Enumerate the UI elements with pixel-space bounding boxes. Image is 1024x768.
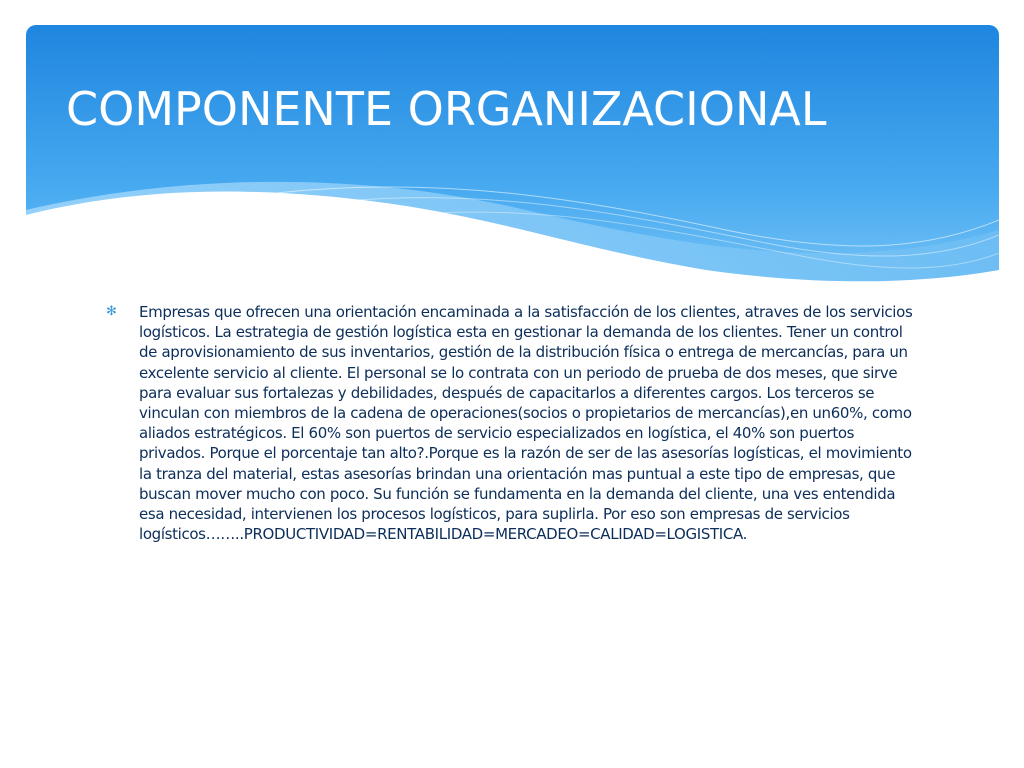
asterisk-bullet-icon: ✻ [106,304,117,319]
bullet-text: Empresas que ofrecen una orientación encaminada a la satisfacción de los clientes, atraves de los servicios logísticos. La estrategia de gestión logística esta en gestionar la demanda de los clientes. Tener un control de aprovisionamiento de sus inventarios, gestión de la distribución física o entrega de mercancías, para un excelente servicio al cliente. El personal se lo contrata con un periodo de prueba de dos meses, que sirve para evaluar sus fortalezas y debilidades, después de capacitarlos a diferentes cargos. Los terceros se vinculan con miembros de la cadena de operaciones(socios o propietarios de mercancías),en un60%, como aliados estratégicos. El 60% son puertos de servicio especializados en logística, el 40% son puertos privados. Porque el porcentaje tan alto?.Porque es la razón de ser de las asesorías logísticas, el movimiento la tranza del material, estas asesorías brindan una orientación mas puntual a este tipo de empresas, que buscan mover mucho con poco. Su función se fundamenta en la demanda del cliente, una ves entendida esa necesidad, intervienen los procesos logísticos, para suplirla. Por eso son empresas de servicios logísticos……..PRODUCTIVIDAD=RENTABILIDAD=MERCADEO=CALIDAD=LOGISTICA. [139,303,913,544]
content-area [106,302,916,544]
title-banner [26,25,999,300]
page-title: COMPONENTE ORGANIZACIONAL [66,82,827,136]
wave-background [26,25,999,300]
bullet-item [106,302,916,544]
